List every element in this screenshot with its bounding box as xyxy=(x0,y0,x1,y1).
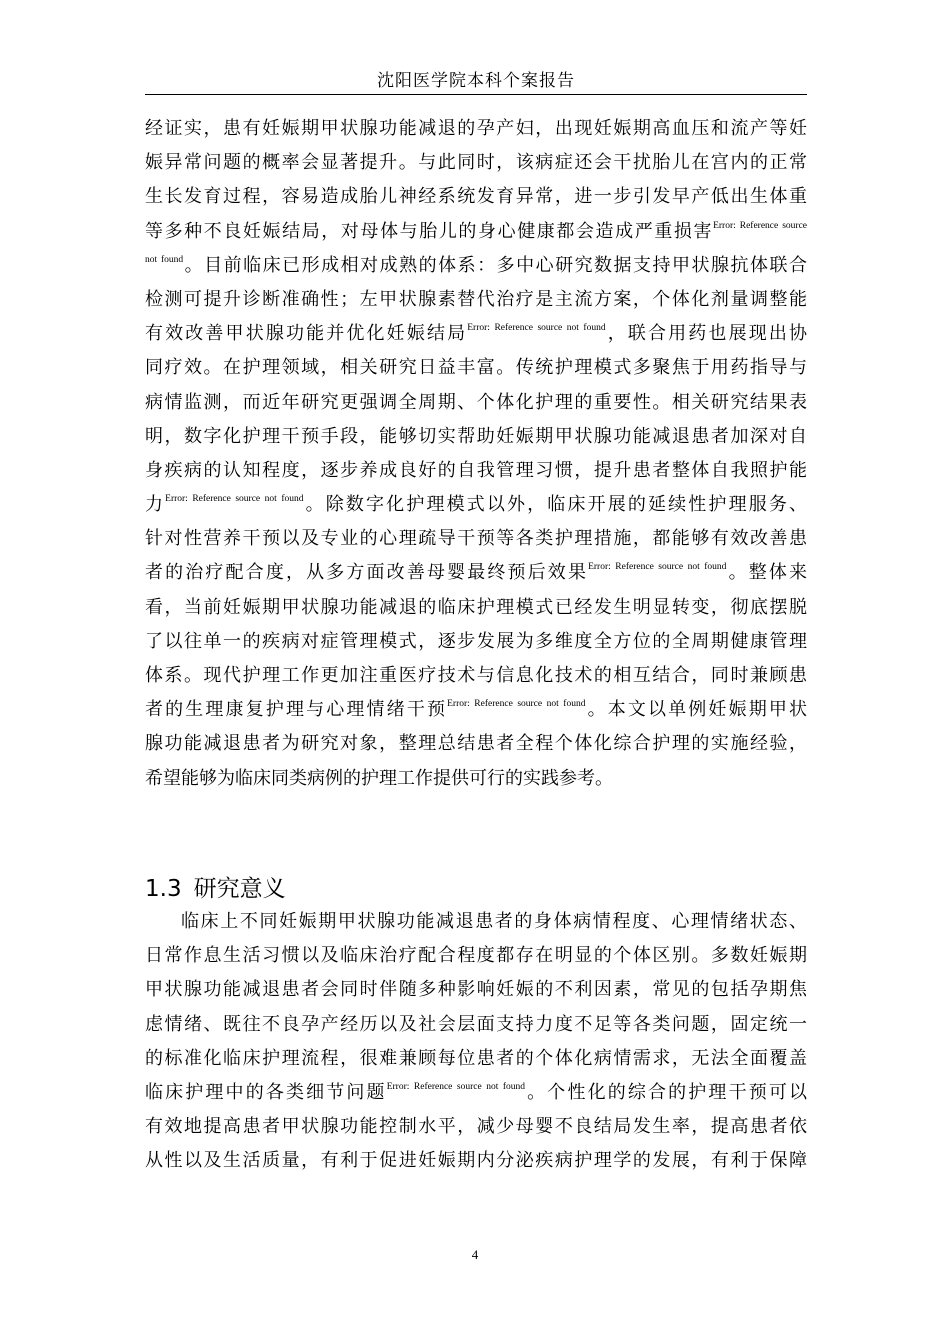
text-line: 同疗效。在护理领域，相关研究日益丰富。传统护理模式多聚焦于用药指导与 xyxy=(145,357,807,379)
text-line: 等多种不良妊娠结局，对母体与胎儿的身心健康都会造成严重损害$^{Error: Reference source}$ xyxy=(145,220,807,242)
text-line: 针对性营养干预以及专业的心理疏导干预等各类护理措施，都能够有效改善患 xyxy=(145,528,807,550)
text-line: 经证实，患有妊娠期甲状腺功能减退的孕产妇，出现妊娠期高血压和流产等妊 xyxy=(145,118,807,139)
text-line: 力$^{Error: Reference source not found}$。除数字化护理模式以外，临床开展的延续性护理服务、 xyxy=(145,494,807,516)
text-line: 体系。现代护理工作更加注重医疗技术与信息化技术的相互结合，同时兼顾患 xyxy=(145,665,807,686)
reference-error: Error: Reference source not found xyxy=(386,1081,526,1092)
text-line: $^{not found}$。目前临床已形成相对成熟的体系：多中心研究数据支持甲状腺抗体联合 xyxy=(145,254,808,276)
header-title: 沈阳医学院本科个案报告 xyxy=(377,71,575,91)
reference-error: Error: Reference source not found xyxy=(467,323,606,334)
text-line: 希望能够为临床同类病例的护理工作提供可行的实践参考。 xyxy=(145,767,613,789)
text-line: 虑情绪、既往不良孕产经历以及社会层面支持力度不足等各类问题，固定统一 xyxy=(145,1013,807,1035)
text-line: 临床护理中的各类细节问题$^{Error: Reference source not found}$。个性化的综合的护理干预可以 xyxy=(145,1081,807,1103)
text-line: 娠异常问题的概率会显著提升。与此同时，该病症还会干扰胎儿在宫内的正常 xyxy=(145,152,807,174)
text-line: 者的治疗配合度，从多方面改善母婴最终预后效果$^{Error: Reference source not found}$。整体来 xyxy=(145,562,807,584)
reference-error: Error: Reference source not found xyxy=(588,562,727,573)
page-header xyxy=(145,62,807,95)
text-line: 腺功能减退患者为研究对象，整理总结患者全程个体化综合护理的实施经验， xyxy=(145,733,807,755)
text-line: 身疾病的认知程度，逐步养成良好的自我管理习惯，提升患者整体自我照护能 xyxy=(145,459,807,481)
text-line: 甲状腺功能减退患者会同时伴随多种影响妊娠的不利因素，常见的包括孕期焦 xyxy=(145,979,807,1001)
text-line: 有效改善甲状腺功能并优化妊娠结局$^{Error: Reference source not found}$，联合用药也展现出协 xyxy=(145,323,807,345)
text-line: 者的生理康复护理与心理情绪干预$^{Error: Reference source not found}$。本文以单例妊娠期甲状 xyxy=(145,699,807,721)
text-line: 临床上不同妊娠期甲状腺功能减退患者的身体病情程度、心理情绪状态、 xyxy=(181,911,807,932)
reference-error: not found xyxy=(145,254,184,265)
paragraph-background xyxy=(145,112,807,796)
text-line: 检测可提升诊断准确性；左甲状腺素替代治疗是主流方案，个体化剂量调整能 xyxy=(145,288,807,310)
text-line: 有效地提高患者甲状腺功能控制水平，减少母婴不良结局发生率，提高患者依 xyxy=(145,1116,807,1138)
paragraph-significance xyxy=(145,905,807,1179)
reference-error: Error: Reference source xyxy=(713,220,807,231)
page-number: 4 xyxy=(471,1247,479,1262)
section-number: 1.3 xyxy=(145,876,182,902)
text-line: 从性以及生活质量，有利于促进妊娠期内分泌疾病护理学的发展，有利于保障 xyxy=(145,1150,807,1172)
reference-error: Error: Reference source not found xyxy=(165,494,304,505)
text-line: 生长发育过程，容易造成胎儿神经系统发育异常，进一步引发早产低出生体重 xyxy=(145,186,807,208)
text-line: 了以往单一的疾病对症管理模式，逐步发展为多维度全方位的全周期健康管理 xyxy=(145,630,807,652)
section-title: 研究意义 xyxy=(193,876,286,902)
text-line: 的标准化临床护理流程，很难兼顾每位患者的个体化病情需求，无法全面覆盖 xyxy=(145,1047,807,1069)
text-line: 明，数字化护理干预手段，能够切实帮助妊娠期甲状腺功能减退患者加深对自 xyxy=(145,425,807,447)
text-line: 病情监测，而近年研究更强调全周期、个体化护理的重要性。相关研究结果表 xyxy=(145,391,807,413)
section-heading xyxy=(145,870,286,903)
reference-error: Error: Reference source not found xyxy=(447,699,586,710)
text-line: 日常作息生活习惯以及临床治疗配合程度都存在明显的个体区别。多数妊娠期 xyxy=(145,945,807,967)
text-line: 看，当前妊娠期甲状腺功能减退的临床护理模式已经发生明显转变，彻底摆脱 xyxy=(145,596,807,618)
